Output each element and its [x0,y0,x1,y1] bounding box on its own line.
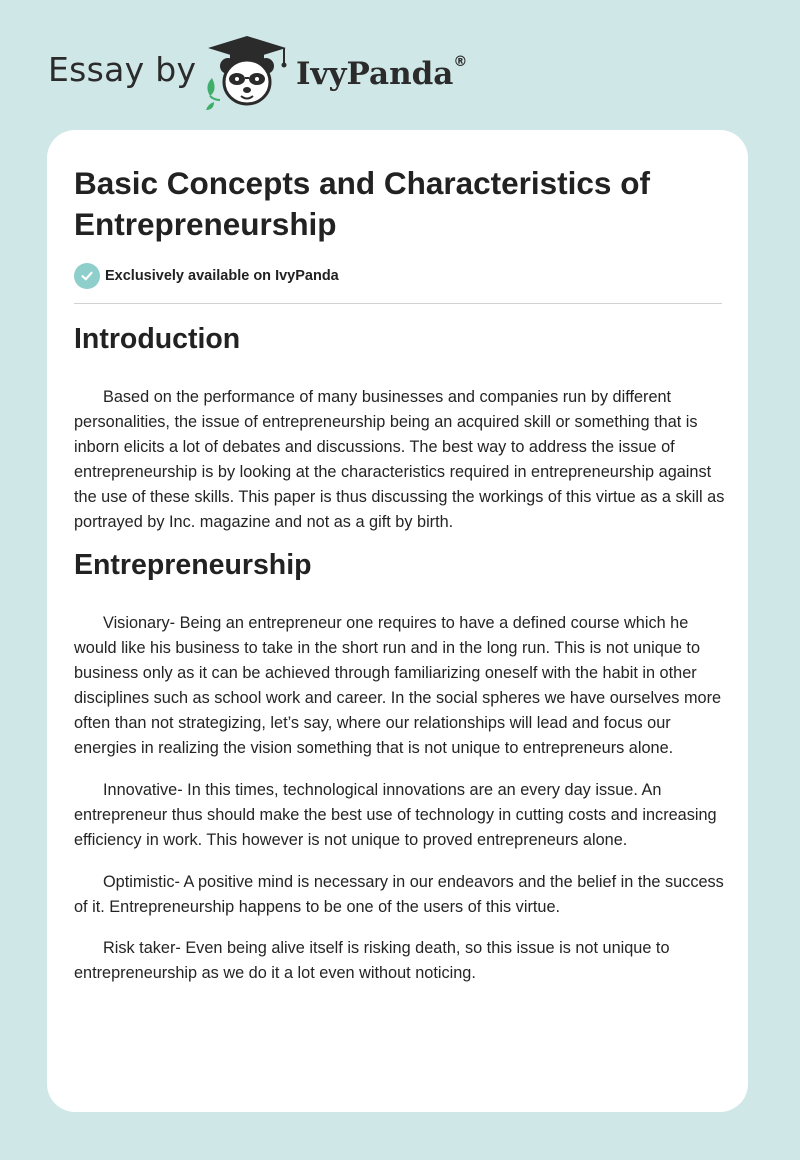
badge-label: Exclusively available on IvyPanda [105,268,339,284]
panda-graduate-icon [200,34,294,110]
paragraph: Risk taker- Even being alive itself is risking death, so this issue is not unique to entrepreneurship as we do it a lot even without noticing. [74,939,670,982]
site-header [0,0,800,130]
paragraph: Innovative- In this times, technological innovations are an every day issue. An entrepreneur thus should make the best use of technology in cutting costs and increasing efficiency in work. This however is not unique to proved entrepreneurs alone. [74,781,717,849]
exclusive-badge [74,263,339,289]
brand-name[interactable]: IvyPanda® [296,54,468,92]
essay-by-label: Essay by [48,50,197,89]
paragraph: Optimistic- A positive mind is necessary in our endeavors and the belief in the success of it. Entrepreneurship happens to be one of the users of this virtue. [74,873,724,916]
check-circle-icon [74,263,100,289]
registered-mark: ® [453,54,468,70]
page-title: Basic Concepts and Characteristics of Entrepreneurship [74,165,650,242]
essay-card [47,130,748,1112]
divider [74,303,722,304]
section-heading-entrepreneurship: Entrepreneurship [74,549,312,581]
section-heading-introduction: Introduction [74,323,241,355]
paragraph: Based on the performance of many businesses and companies run by different personalities, the issue of entrepreneurship being an acquired skill or something that is inborn elicits a lot of debates and discussions. The best way to address the issue of entrepreneurship is by looking at the characteristics required in entrepreneurship against the use of these skills. This paper is thus discussing the workings of this virtue as a skill as portrayed by Inc. magazine and not as a gift by birth. [74,388,725,531]
paragraph: Visionary- Being an entrepreneur one requires to have a defined course which he would like his business to take in the short run and in the long run. This is not unique to business only as it can be achieved through familiarizing oneself with the habit in other disciplines such as school work and career. In the social spheres we have ourselves more often than not strategizing, let’s say, where our relationships will lead and focus our energies in realizing the vision something that is not unique to entrepreneurs alone. [74,614,722,757]
